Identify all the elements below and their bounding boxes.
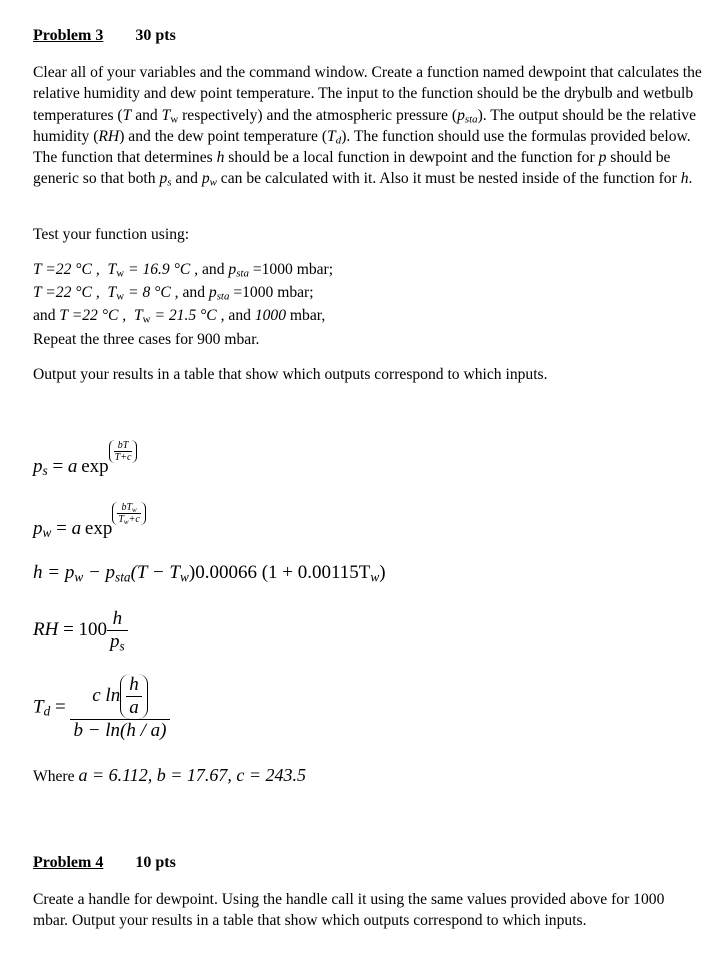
equation-td	[33, 674, 170, 742]
constants-values: a = 6.112, b = 17.67, c = 243.5	[78, 765, 307, 785]
sub-w-2: w	[209, 177, 217, 190]
rh-den-sub: s	[119, 638, 125, 654]
case3-and: and	[224, 307, 255, 324]
td-lhs-sub: d	[43, 703, 51, 719]
h-sub-w-3: w	[370, 569, 380, 585]
ps-lhs-sub: s	[42, 463, 48, 479]
equation-ps	[33, 440, 137, 478]
desc-text-5: ). The function should use the formulas provided below. The function that determines	[33, 127, 691, 167]
h-rest: (T − T	[130, 562, 181, 583]
test-intro: Test your function using:	[33, 226, 190, 243]
td-num-a: a	[129, 697, 139, 718]
var-h-2: h	[680, 170, 689, 188]
rh-den: p	[110, 631, 120, 652]
ps-exp-num: bT	[117, 440, 129, 451]
ps-lhs: p	[33, 455, 43, 477]
case1-p-sub: sta	[236, 267, 249, 280]
td-lhs: T	[33, 696, 44, 718]
case1-p-val: =1000 mbar;	[248, 261, 334, 278]
problem4-points: 10 pts	[135, 854, 176, 871]
problem3-description	[33, 62, 703, 190]
case2-tw-val: = 8 °C ,	[124, 284, 179, 301]
var-pw: p	[201, 170, 210, 188]
case1-tw: T	[107, 261, 117, 278]
ps-exp-den: T+c	[114, 452, 132, 463]
h-sub-w-2: w	[180, 569, 189, 585]
sub-sta: sta	[464, 113, 478, 126]
sub-w: w	[170, 113, 179, 126]
pw-exp-den: T	[118, 514, 124, 525]
equation-h	[33, 562, 386, 584]
td-den: b − ln(h / a)	[73, 720, 167, 741]
case3-tw-val: = 21.5 °C ,	[150, 307, 225, 324]
equation-rh	[33, 608, 128, 653]
desc-text-9: can be calculated with it. Also it must be nested inside of the function for	[216, 170, 681, 188]
var-ps: p	[159, 170, 168, 188]
var-T: T	[122, 106, 132, 124]
pw-exponent	[112, 502, 145, 525]
problem3-label: Problem 3	[33, 27, 104, 44]
pw-exp-num-sub: w	[132, 505, 137, 514]
case1-and: and	[198, 261, 229, 278]
desc-text-8: and	[171, 170, 202, 188]
td-num-paren	[120, 674, 148, 719]
case2-tw-sub: w	[116, 290, 125, 303]
var-Tw: T	[161, 106, 171, 124]
rh-eq: = 100	[58, 618, 108, 640]
constants-line	[33, 765, 306, 786]
case1-tw-val: = 16.9 °C ,	[124, 261, 199, 278]
problem4-label: Problem 4	[33, 854, 104, 871]
h-sub-w: w	[74, 569, 84, 585]
ps-eq: =	[47, 455, 68, 477]
case1-p: p	[228, 261, 237, 278]
h-lhs: h = p	[33, 562, 75, 583]
sub-s: s	[167, 177, 172, 190]
case3-unit: mbar,	[286, 307, 326, 324]
rh-num: h	[112, 608, 123, 629]
repeat-instruction: Repeat the three cases for 900 mbar.	[33, 331, 260, 348]
case1-tw-sub: w	[116, 267, 125, 280]
ps-a: a	[67, 455, 78, 477]
var-p: p	[457, 106, 465, 124]
desc-text-7: should be generic so that both	[33, 149, 671, 188]
problem3-heading	[33, 27, 176, 45]
case2-tw: T	[107, 284, 117, 301]
case2-p-val: =1000 mbar;	[229, 284, 314, 301]
case2-p-sub: sta	[216, 290, 230, 303]
test-case-3	[33, 307, 325, 325]
desc-text-2: respectively) and the atmospheric pressure (	[178, 106, 458, 124]
h-end: )	[379, 562, 386, 583]
pw-exp-den-sub: w	[123, 517, 129, 526]
desc-text-4: ) and the dew point temperature (	[119, 127, 328, 145]
var-Td: T	[327, 127, 336, 145]
h-rest2: )0.00066 (1 + 0.00115T	[188, 562, 371, 583]
case2-t: T =22 °C ,	[33, 284, 100, 301]
rh-lhs: RH	[33, 618, 59, 640]
equation-pw	[33, 502, 146, 540]
problem3-points: 30 pts	[135, 27, 176, 44]
pw-eq: =	[51, 517, 72, 539]
td-eq: =	[50, 696, 71, 718]
ps-exp: exp	[81, 455, 109, 477]
pw-a: a	[71, 517, 82, 539]
var-h: h	[216, 149, 225, 167]
sub-d: d	[335, 134, 342, 147]
desc-text-and: and	[131, 106, 162, 124]
pw-exp: exp	[84, 517, 113, 539]
ps-exponent	[109, 440, 138, 463]
var-RH: RH	[98, 127, 120, 145]
pw-lhs: p	[33, 517, 43, 539]
case3-tw: T	[133, 307, 143, 324]
desc-text-1: Clear all of your variables and the command window. Create a function named dewpoint that calculates the relative humidity and dew point temperature. The input to the function should be the drybulb and wetbulb temperatures (	[33, 64, 702, 124]
where-label: Where	[33, 768, 79, 785]
case3-pre: and	[33, 307, 60, 324]
test-case-2	[33, 284, 314, 302]
case2-and: and	[178, 284, 209, 301]
var-p-generic: p	[598, 149, 607, 167]
case1-t: T =22 °C ,	[33, 261, 100, 278]
td-num-c: c ln	[92, 684, 121, 706]
case3-t: T =22 °C ,	[59, 307, 127, 324]
output-instruction: Output your results in a table that show which outputs correspond to which inputs.	[33, 366, 548, 383]
h-mid: − p	[83, 562, 116, 583]
case3-tw-sub: w	[142, 313, 151, 326]
td-num-h: h	[129, 674, 139, 695]
pw-exp-den-tail: +c	[128, 514, 140, 525]
problem4-description: Create a handle for dewpoint. Using the handle call it using the same values provided above for 1000 mbar. Output your results in a table that show which outputs correspond to which inputs.	[33, 891, 665, 930]
problem4-heading	[33, 854, 176, 872]
pw-exp-num: bT	[121, 502, 132, 513]
test-case-1	[33, 261, 333, 279]
h-sub-sta: sta	[115, 569, 131, 585]
desc-text-3: ). The output should be the relative humidity (	[33, 106, 696, 145]
case3-p-val: 1000	[254, 307, 286, 324]
desc-text-10: .	[688, 170, 693, 188]
desc-text-6: should be a local function in dewpoint and the function for	[224, 149, 599, 167]
pw-lhs-sub: w	[42, 525, 52, 541]
case2-p: p	[208, 284, 217, 301]
